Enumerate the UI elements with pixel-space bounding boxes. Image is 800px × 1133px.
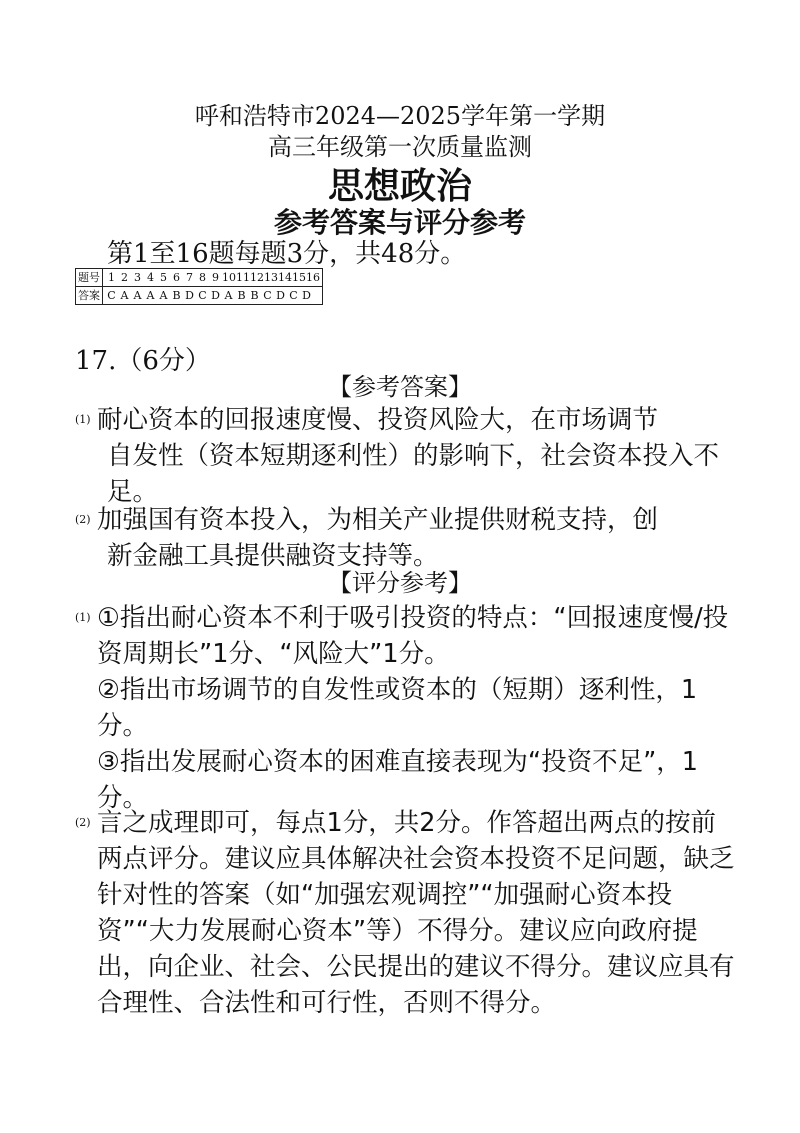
question-number: 1 [108, 271, 115, 284]
answer-letter: D [276, 289, 285, 302]
answer-letters [103, 287, 323, 305]
answer-letter: D [185, 289, 194, 302]
item-number: (1) [75, 611, 91, 624]
scoring-item-2 [75, 805, 735, 1021]
question-number: 13 [264, 271, 278, 284]
question-number: 9 [212, 271, 219, 284]
question-number: 3 [134, 271, 141, 284]
answer-text-line: 加强国有资本投入，为相关产业提供财税支持，创 [97, 505, 659, 535]
answer-letter: D [302, 289, 311, 302]
answer-letter: B [250, 289, 259, 302]
question-number-row [76, 269, 323, 287]
answer-letter: A [133, 289, 142, 302]
item-number: (2) [75, 816, 91, 829]
question-number: 10 [222, 271, 236, 284]
document-title: 参考答案与评分参考 [273, 206, 526, 239]
answer-key-table [75, 268, 323, 305]
exam-grade-title: 高三年级第一次质量监测 [268, 133, 532, 161]
scoring-point: ③指出发展耐心资本的困难直接表现为“投资不足”，1分。 [97, 747, 699, 813]
answer-letter: A [146, 289, 155, 302]
scoring-text: 言之成理即可，每点1分，共2分。作答超出两点的按前两点评分。建议应具体解决社会资本投资不足问题，缺乏针对性的答案（如“加强宏观调控”“加强耐心资本投资”“大力发展耐心资本”等）不得分。建议应向政府提出，向企业、社会、公民提出的建议不得分。建议应具有合理性、合法性和可行性，否则不得分。 [97, 808, 735, 1018]
question-17-title: 17.（6分） [75, 346, 211, 376]
item-number: (2) [75, 513, 91, 526]
answer-letter: C [198, 289, 207, 302]
question-number: 14 [278, 271, 292, 284]
question-number: 11 [236, 271, 250, 284]
reference-answer-heading: 【参考答案】 [328, 373, 472, 401]
question-number: 7 [186, 271, 193, 284]
question-number: 6 [173, 271, 180, 284]
reference-answer-1 [75, 402, 735, 510]
subject-title: 思想政治 [327, 166, 472, 207]
question-number: 16 [306, 271, 320, 284]
answer-text-rest: 新金融工具提供融资支持等。 [107, 541, 439, 571]
row-label-answer: 答案 [76, 287, 103, 305]
question-number: 5 [160, 271, 167, 284]
scoring-reference-heading: 【评分参考】 [328, 569, 472, 597]
answer-letter: C [263, 289, 272, 302]
question-number: 8 [199, 271, 206, 284]
scoring-point: ①指出耐心资本不利于吸引投资的特点：“回报速度慢/投资周期长”1分、“风险大”1分。 [97, 603, 729, 669]
answer-letter: C [289, 289, 298, 302]
answer-letter: C [107, 289, 116, 302]
question-numbers [103, 269, 323, 287]
answer-text-line: 耐心资本的回报速度慢、投资风险大，在市场调节 [97, 405, 659, 435]
row-label-question-number: 题号 [76, 269, 103, 287]
answer-letter: A [120, 289, 129, 302]
scoring-point: ②指出市场调节的自发性或资本的（短期）逐利性，1分。 [97, 675, 698, 741]
answer-letter: B [172, 289, 181, 302]
answer-letter: D [211, 289, 220, 302]
answer-letter: A [224, 289, 233, 302]
question-number: 4 [147, 271, 154, 284]
answer-letter: A [159, 289, 168, 302]
answer-row [76, 287, 323, 305]
question-number: 15 [292, 271, 306, 284]
answer-letter: B [237, 289, 246, 302]
question-number: 2 [121, 271, 128, 284]
item-number: (1) [75, 413, 91, 426]
answer-text-rest: 自发性（资本短期逐利性）的影响下，社会资本投入不足。 [107, 441, 720, 507]
question-number: 12 [250, 271, 264, 284]
mc-score-note: 第1至16题每题3分，共48分。 [107, 239, 467, 269]
exam-region-term: 呼和浩特市2024—2025学年第一学期 [194, 102, 606, 130]
scoring-item-1 [75, 600, 735, 816]
